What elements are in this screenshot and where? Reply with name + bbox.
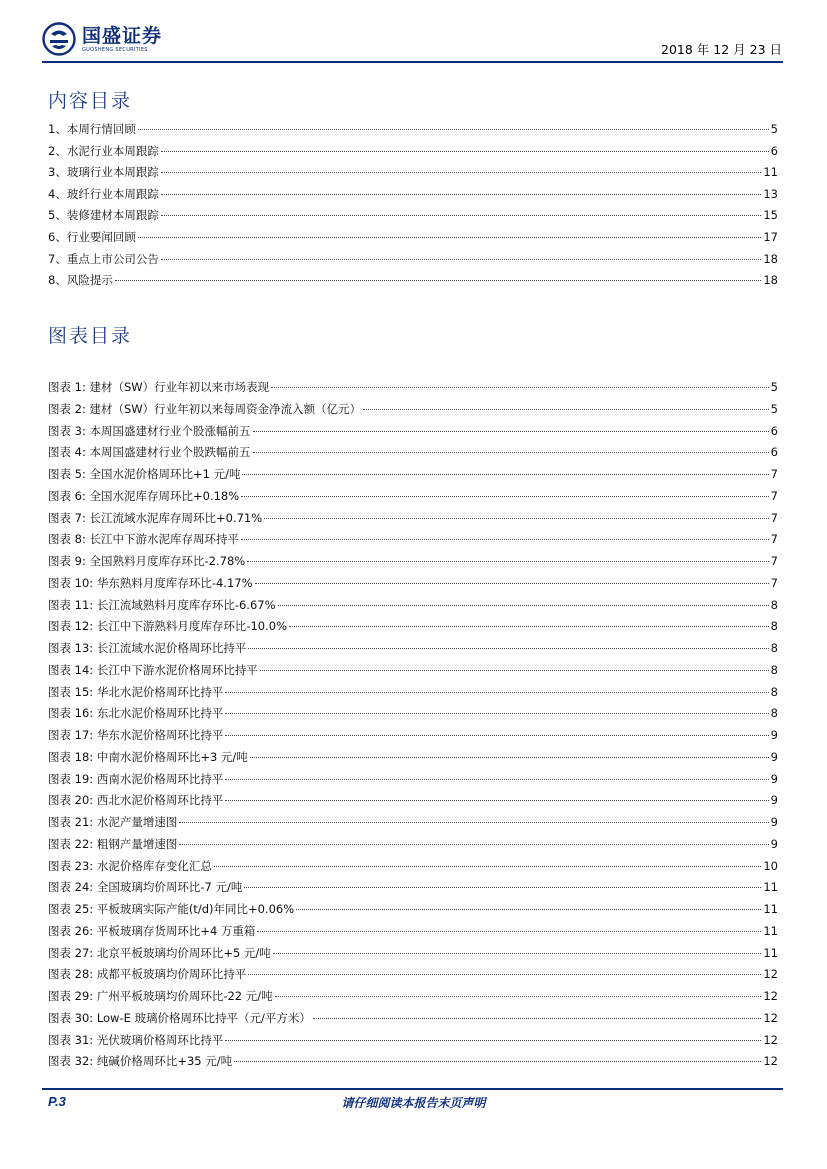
figure-entry[interactable]: [48, 945, 778, 963]
dot-leader: [161, 215, 762, 216]
contents-entry[interactable]: [48, 229, 778, 247]
dot-leader: [271, 387, 769, 388]
figure-entry[interactable]: [48, 575, 778, 593]
dot-leader: [248, 974, 761, 975]
dot-leader: [255, 583, 769, 584]
footer-divider: [42, 1088, 783, 1090]
report-date: 2018 年 12 月 23 日: [661, 42, 782, 57]
dot-leader: [253, 452, 769, 453]
figure-entry-page: 7: [770, 532, 778, 547]
dot-leader: [138, 237, 762, 238]
figure-entry-page: 12: [763, 1032, 778, 1047]
contents-entry[interactable]: [48, 121, 778, 139]
dot-leader: [161, 259, 762, 260]
figure-entry-page: 11: [763, 923, 778, 938]
header-divider: [42, 61, 783, 63]
contents-entry-label: 1、本周行情回顾: [48, 122, 136, 136]
figure-entry-page: 7: [770, 488, 778, 503]
dot-leader: [241, 539, 769, 540]
figure-entry-label: 图表 31: 光伏玻璃价格周环比持平: [48, 1032, 224, 1047]
figure-entry[interactable]: [48, 423, 778, 441]
dot-leader: [247, 561, 768, 562]
figure-entry-page: 7: [770, 510, 778, 525]
dot-leader: [179, 844, 768, 845]
figure-entry-page: 11: [763, 945, 778, 960]
contents-entry-label: 3、玻璃行业本周跟踪: [48, 165, 159, 180]
figure-entry-label: 图表 21: 水泥产量增速图: [48, 815, 178, 829]
dot-leader: [260, 670, 769, 671]
dot-leader: [225, 735, 768, 736]
figure-entry[interactable]: [48, 858, 778, 876]
figure-entry-page: 10: [763, 858, 778, 873]
dot-leader: [289, 626, 769, 627]
figure-entry-label: 图表 3: 本周国盛建材行业个股涨幅前五: [48, 423, 251, 438]
figure-entry[interactable]: [48, 684, 778, 702]
contents-entry[interactable]: [48, 207, 778, 225]
figure-entry[interactable]: [48, 640, 778, 658]
figure-entry-label: 图表 29: 广州平板玻璃均价周环比-22 元/吨: [48, 989, 273, 1003]
figure-entry-label: 图表 22: 粗钢产量增速图: [48, 836, 178, 851]
dot-leader: [115, 280, 762, 281]
figure-entry-page: 7: [770, 575, 778, 590]
figure-entry-label: 图表 8: 长江中下游水泥库存周环持平: [48, 532, 240, 547]
figure-entry-label: 图表 4: 本周国盛建材行业个股跌幅前五: [48, 445, 251, 460]
figure-entry-label: 图表 12: 长江中下游熟料月度库存环比-10.0%: [48, 619, 287, 634]
contents-entry-label: 6、行业要闻回顾: [48, 230, 136, 244]
figure-entry-label: 图表 11: 长江流域熟料月度库存环比-6.67%: [48, 597, 276, 612]
dot-leader: [273, 953, 762, 954]
figure-entry-page: 7: [770, 467, 778, 481]
figure-entry[interactable]: [48, 662, 778, 680]
dot-leader: [242, 474, 768, 475]
figure-entry-page: 6: [770, 423, 778, 438]
figure-entry[interactable]: [48, 879, 778, 897]
dot-leader: [234, 1061, 761, 1062]
page-header: [42, 22, 782, 62]
figure-entry-page: 6: [770, 445, 778, 460]
figure-entry[interactable]: [48, 988, 778, 1006]
figure-entry[interactable]: [48, 488, 778, 506]
figure-entry[interactable]: [48, 1010, 778, 1028]
contents-entry[interactable]: [48, 186, 778, 204]
figure-entry-label: 图表 27: 北京平板玻璃均价周环比+5 元/吨: [48, 945, 271, 960]
figure-entry-page: 5: [770, 380, 778, 394]
figure-entry-page: 9: [770, 749, 778, 764]
figure-entry[interactable]: [48, 923, 778, 941]
figure-entry[interactable]: [48, 1053, 778, 1071]
dot-leader: [363, 409, 769, 410]
figure-entry-label: 图表 17: 华东水泥价格周环比持平: [48, 728, 224, 742]
dot-leader: [214, 866, 762, 867]
contents-entry-page: 5: [770, 122, 778, 136]
figure-entry-page: 8: [770, 662, 778, 677]
figure-entry[interactable]: [48, 531, 778, 549]
contents-entry-page: 18: [763, 273, 778, 288]
contents-entry-label: 8、风险提示: [48, 273, 113, 288]
contents-entry-label: 5、装修建材本周跟踪: [48, 208, 159, 223]
dot-leader: [241, 496, 769, 497]
dot-leader: [257, 931, 761, 932]
figure-entry-page: 9: [770, 836, 778, 851]
dot-leader: [275, 996, 762, 997]
figure-entry-label: 图表 19: 西南水泥价格周环比持平: [48, 771, 224, 786]
figure-entry-label: 图表 20: 西北水泥价格周环比持平: [48, 793, 224, 808]
figure-entry-label: 图表 5: 全国水泥价格周环比+1 元/吨: [48, 467, 241, 481]
dot-leader: [225, 1040, 761, 1041]
figure-entry[interactable]: [48, 727, 778, 745]
figure-entry[interactable]: [48, 466, 778, 484]
dot-leader: [161, 151, 769, 152]
figure-entry-label: 图表 6: 全国水泥库存周环比+0.18%: [48, 488, 240, 503]
figure-entry-page: 8: [770, 597, 778, 612]
figure-entry-label: 图表 14: 长江中下游水泥价格周环比持平: [48, 662, 258, 677]
figure-entry-label: 图表 13: 长江流域水泥价格周环比持平: [48, 641, 247, 655]
figure-entry-label: 图表 10: 华东熟料月度库存环比-4.17%: [48, 575, 253, 590]
dot-leader: [244, 887, 761, 888]
figure-entry-page: 12: [763, 967, 778, 982]
contents-entry-page: 11: [763, 165, 778, 180]
contents-entry[interactable]: [48, 251, 778, 269]
contents-entry[interactable]: [48, 272, 778, 290]
figure-entry-page: 7: [770, 554, 778, 568]
figure-entry-label: 图表 1: 建材（SW）行业年初以来市场表现: [48, 380, 270, 394]
figure-entry-label: 图表 28: 成都平板玻璃均价周环比持平: [48, 967, 247, 982]
logo-name-en: GUOSHENG SECURITIES: [82, 47, 148, 53]
contents-entry-page: 13: [763, 186, 778, 201]
figure-entry[interactable]: [48, 966, 778, 984]
figure-entry-label: 图表 23: 水泥价格库存变化汇总: [48, 858, 212, 873]
contents-entry-label: 2、水泥行业本周跟踪: [48, 143, 159, 158]
dot-leader: [278, 605, 769, 606]
figure-entry-page: 9: [770, 728, 778, 742]
figure-entry[interactable]: [48, 597, 778, 615]
figure-entry[interactable]: [48, 771, 778, 789]
figure-entry-page: 9: [770, 793, 778, 808]
figure-entry[interactable]: [48, 836, 778, 854]
dot-leader: [161, 194, 762, 195]
figure-entry-label: 图表 2: 建材（SW）行业年初以来每周资金净流入额（亿元）: [48, 401, 362, 416]
figure-entry-page: 12: [763, 989, 778, 1003]
contents-entry-label: 7、重点上市公司公告: [48, 251, 159, 266]
figure-entry-page: 9: [770, 771, 778, 786]
figure-entry[interactable]: [48, 792, 778, 810]
figure-entry-label: 图表 16: 东北水泥价格周环比持平: [48, 706, 224, 721]
disclaimer-note: 请仔细阅读本报告末页声明: [341, 1096, 486, 1110]
dot-leader: [313, 1018, 761, 1019]
figure-entry[interactable]: [48, 510, 778, 528]
dot-leader: [250, 757, 769, 758]
figure-entry-label: 图表 25: 平板玻璃实际产能(t/d)年同比+0.06%: [48, 902, 295, 916]
figure-entry[interactable]: [48, 901, 778, 919]
figure-entry-label: 图表 24: 全国玻璃均价周环比-7 元/吨: [48, 880, 243, 895]
contents-entry-page: 18: [763, 251, 778, 266]
contents-entry-page: 15: [763, 208, 778, 223]
figure-entry-label: 图表 15: 华北水泥价格周环比持平: [48, 684, 224, 699]
figure-entry[interactable]: [48, 618, 778, 636]
figure-entry-page: 12: [763, 1010, 778, 1025]
figure-entry-label: 图表 7: 长江流域水泥库存周环比+0.71%: [48, 510, 263, 525]
figure-entry-label: 图表 9: 全国熟料月度库存环比-2.78%: [48, 554, 246, 568]
dot-leader: [248, 648, 768, 649]
figures-title: 图表目录: [48, 325, 133, 347]
figure-entry-page: 12: [763, 1054, 778, 1069]
figure-entry[interactable]: [48, 705, 778, 723]
dot-leader: [225, 713, 768, 714]
contents-entry-page: 17: [763, 230, 778, 244]
figure-entry-page: 11: [763, 880, 778, 895]
figure-entry[interactable]: [48, 379, 778, 397]
figure-entry-label: 图表 26: 平板玻璃存货周环比+4 万重箱: [48, 923, 256, 938]
logo-name-cn: 国盛证券: [82, 25, 163, 47]
dot-leader: [296, 909, 761, 910]
figure-entry[interactable]: [48, 1032, 778, 1050]
figure-entry-page: 5: [770, 401, 778, 416]
dot-leader: [138, 129, 769, 130]
page-number: P.3: [48, 1094, 66, 1109]
guosheng-logo-icon: [42, 22, 76, 56]
figure-entry[interactable]: [48, 814, 778, 832]
dot-leader: [264, 518, 769, 519]
contents-entry-page: 6: [770, 143, 778, 158]
brand-logo: [42, 22, 162, 62]
figure-entry-page: 9: [770, 815, 778, 829]
figure-entry-label: 图表 32: 纯碱价格周环比+35 元/吨: [48, 1054, 233, 1069]
contents-entry-label: 4、玻纤行业本周跟踪: [48, 186, 159, 201]
figure-entry-page: 8: [770, 706, 778, 721]
dot-leader: [161, 172, 762, 173]
figure-entry-label: 图表 30: Low-E 玻璃价格周环比持平（元/平方米）: [48, 1010, 311, 1025]
figure-entry-label: 图表 18: 中南水泥价格周环比+3 元/吨: [48, 749, 248, 764]
dot-leader: [225, 800, 768, 801]
figure-entry-page: 8: [770, 619, 778, 634]
dot-leader: [253, 431, 769, 432]
figure-entry-page: 8: [770, 641, 778, 655]
figure-entry[interactable]: [48, 401, 778, 419]
contents-title: 内容目录: [48, 90, 133, 112]
dot-leader: [225, 779, 768, 780]
figure-entry[interactable]: [48, 444, 778, 462]
contents-entry[interactable]: [48, 164, 778, 182]
contents-entry[interactable]: [48, 143, 778, 161]
figure-entry[interactable]: [48, 749, 778, 767]
dot-leader: [179, 822, 768, 823]
figure-entry-page: 8: [770, 684, 778, 699]
dot-leader: [225, 692, 768, 693]
figure-entry-page: 11: [763, 902, 778, 916]
figure-entry[interactable]: [48, 553, 778, 571]
